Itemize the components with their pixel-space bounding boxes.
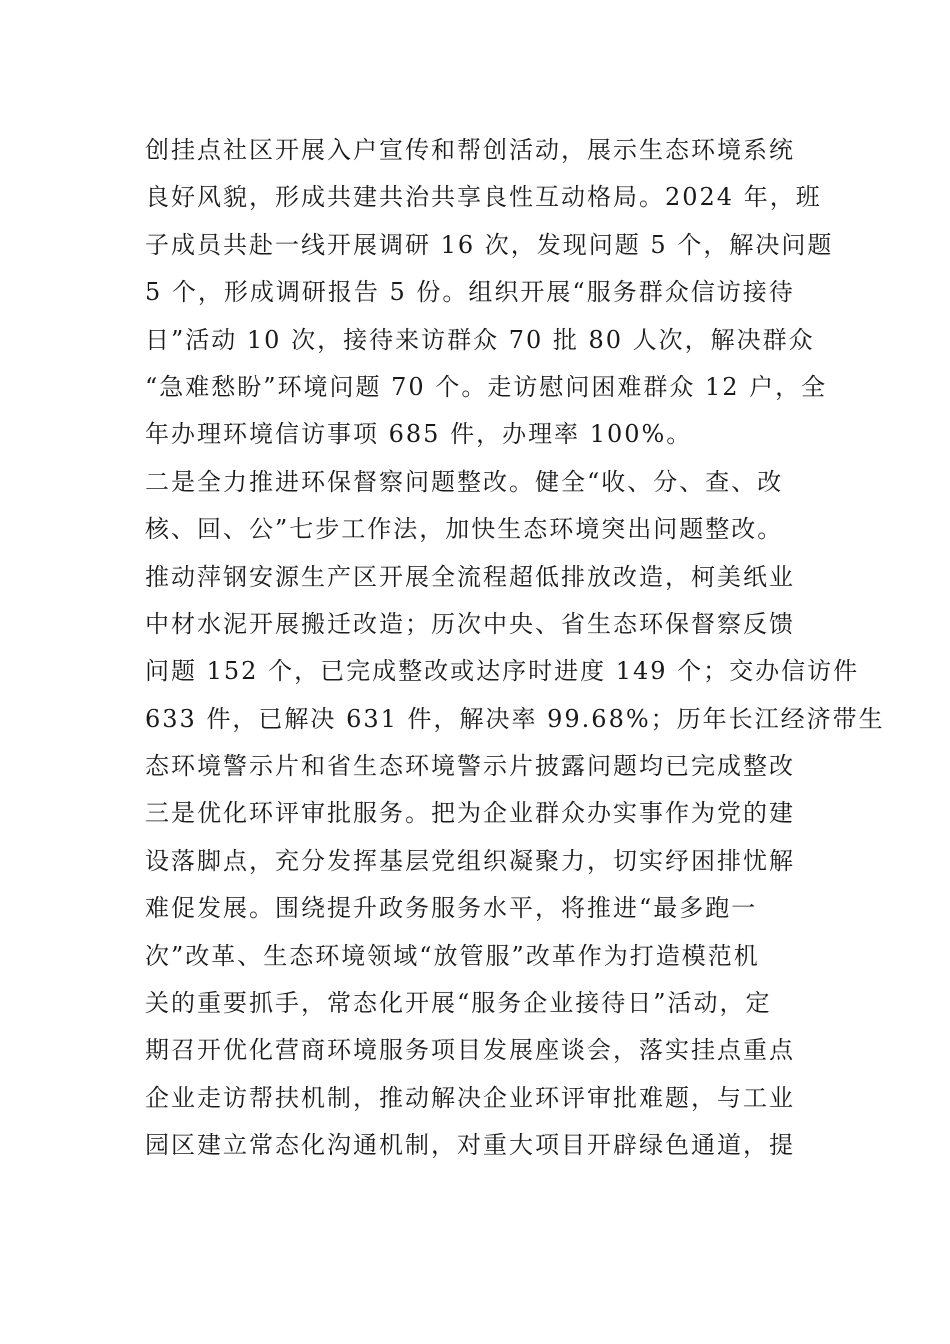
text-line: 期召开优化营商环境服务项目发展座谈会，落实挂点重点 bbox=[145, 1036, 795, 1065]
text-line: 二是全力推进环保督察问题整改。健全“收、分、查、改 bbox=[145, 467, 784, 496]
text-line: 良好风貌，形成共建共治共享良性互动格局。2024 年，班 bbox=[145, 183, 822, 212]
text-line: 企业走访帮扶机制，推动解决企业环评审批难题，与工业 bbox=[145, 1083, 795, 1112]
body-text bbox=[145, 127, 885, 1170]
text-line: 问题 152 个，已完成整改或达序时进度 149 个；交办信访件 bbox=[145, 657, 860, 686]
text-line: 设落脚点，充分发挥基层党组织凝聚力，切实纾困排忧解 bbox=[145, 846, 795, 875]
text-line: 核、回、公”七步工作法，加快生态环境突出问题整改。 bbox=[145, 515, 784, 544]
text-line: 推动萍钢安源生产区开展全流程超低排放改造，柯美纸业 bbox=[145, 562, 795, 591]
text-line: 子成员共赴一线开展调研 16 次，发现问题 5 个，解决问题 bbox=[145, 230, 834, 259]
text-line: 关的重要抓手，常态化开展“服务企业接待日”活动，定 bbox=[145, 989, 772, 1018]
text-line: 中材水泥开展搬迁改造；历次中央、省生态环保督察反馈 bbox=[145, 609, 795, 638]
text-line: 633 件，已解决 631 件，解决率 99.68%；历年长江经济带生 bbox=[145, 704, 885, 733]
text-line: 创挂点社区开展入户宣传和帮创活动，展示生态环境系统 bbox=[145, 136, 795, 164]
text-line: 日”活动 10 次，接待来访群众 70 批 80 人次，解决群众 bbox=[145, 325, 815, 354]
text-line: “急难愁盼”环境问题 70 个。走访慰问困难群众 12 户，全 bbox=[145, 372, 828, 401]
text-line: 难促发展。围绕提升政务服务水平，将推进“最多跑一 bbox=[145, 894, 758, 923]
text-line: 三是优化环评审批服务。把为企业群众办实事作为党的建 bbox=[145, 799, 795, 828]
text-line: 5 个，形成调研报告 5 份。组织开展“服务群众信访接待 bbox=[145, 278, 795, 307]
text-line: 态环境警示片和省生态环境警示片披露问题均已完成整改 bbox=[145, 752, 795, 781]
text-line: 园区建立常态化沟通机制，对重大项目开辟绿色通道，提 bbox=[145, 1131, 795, 1160]
text-line: 次”改革、生态环境领域“放管服”改革作为打造模范机 bbox=[145, 941, 760, 970]
text-line: 年办理环境信访事项 685 件，办理率 100%。 bbox=[145, 420, 693, 449]
